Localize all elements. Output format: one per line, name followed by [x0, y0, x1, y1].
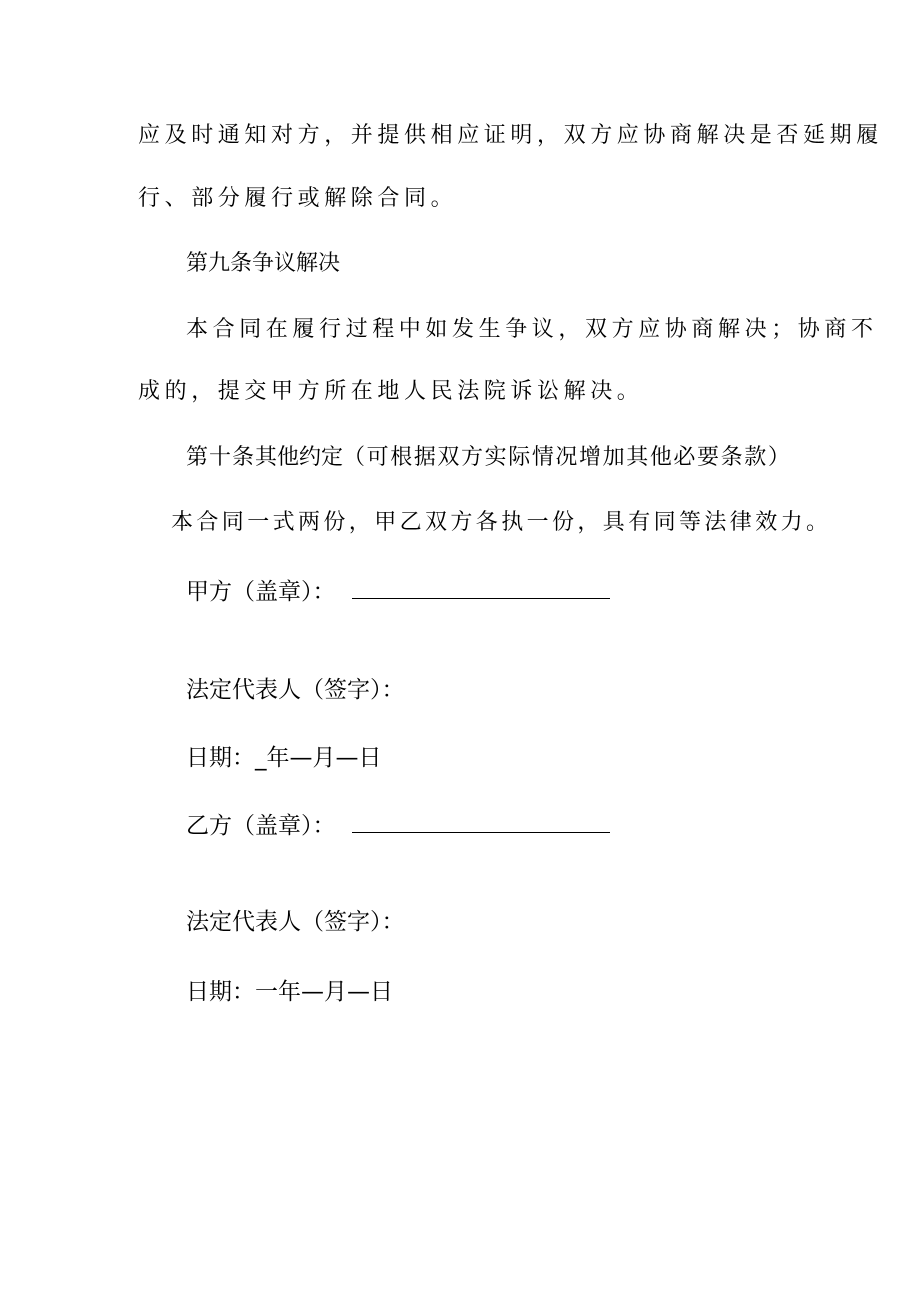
article9-heading: 第九条争议解决: [186, 251, 341, 276]
copies-clause: 本合同一式两份，甲乙双方各执一份，具有同等法律效力。: [171, 510, 832, 535]
party-a-seal-row: [186, 574, 610, 604]
paragraph-line: 应及时通知对方，并提供相应证明，双方应协商解决是否延期履: [138, 123, 883, 148]
article10-note: （可根据双方实际情况增加其他必要条款）: [343, 445, 792, 470]
article10-prefix: 第十条: [186, 445, 256, 470]
party-a-date: 日期：_年—月—日: [186, 745, 382, 771]
party-b-seal-blank[interactable]: [352, 808, 610, 833]
article10-title: 其他约定: [255, 445, 344, 470]
paragraph-line: 本合同在履行过程中如发生争议，双方应协商解决；协商不: [186, 317, 878, 342]
party-b-date: 日期：一年—月—日: [186, 979, 393, 1005]
article10-line: [186, 443, 791, 473]
party-b-seal-label: 乙方（盖章）：: [186, 813, 336, 839]
party-a-seal-blank[interactable]: [352, 574, 610, 599]
paragraph-line: 行、部分履行或解除合同。: [138, 186, 458, 211]
party-a-seal-label: 甲方（盖章）：: [186, 579, 336, 605]
party-b-seal-row: [186, 808, 610, 838]
paragraph-line: 成的，提交甲方所在地人民法院诉讼解决。: [138, 379, 644, 404]
party-b-rep-label: 法定代表人（签字）：: [186, 909, 405, 935]
party-a-rep-label: 法定代表人（签字）：: [186, 677, 405, 703]
